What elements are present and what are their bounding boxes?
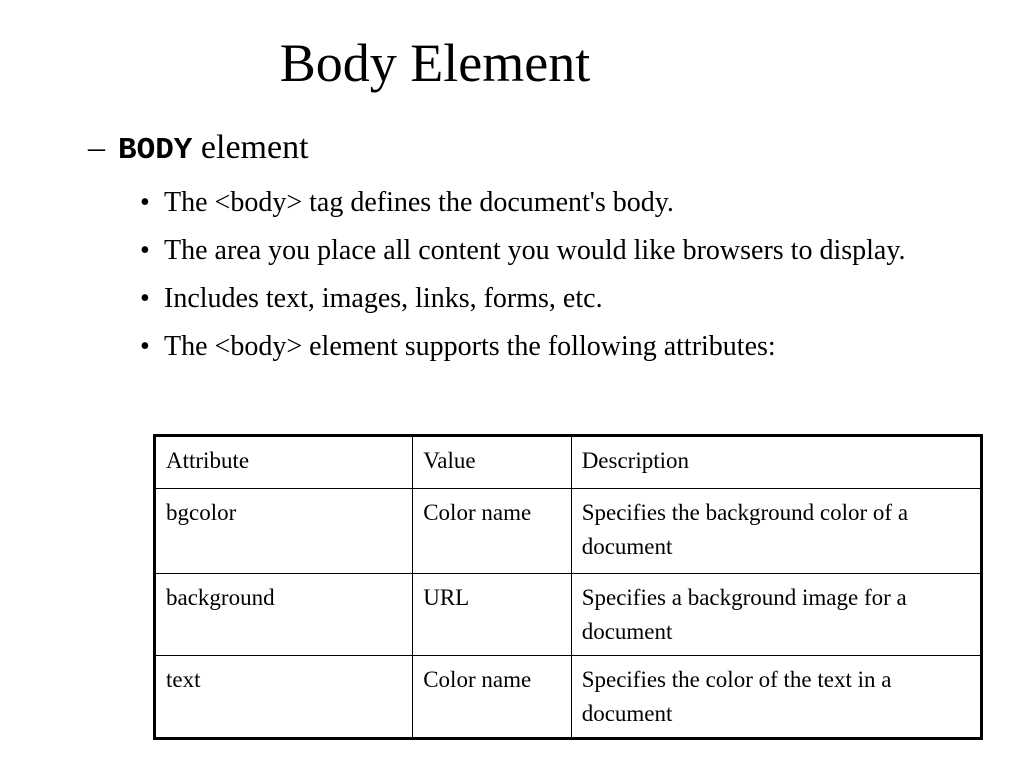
bullet-item bbox=[140, 182, 970, 224]
table-cell: Specifies a background image for a document bbox=[571, 574, 981, 656]
table-row bbox=[155, 489, 982, 574]
bullet-text: The area you place all content you would like browsers to display. bbox=[164, 235, 906, 266]
table-cell: text bbox=[155, 656, 413, 739]
bullet-dot: • bbox=[140, 235, 150, 266]
table-row bbox=[155, 574, 982, 656]
bullet-item bbox=[140, 230, 970, 272]
header-cell: Description bbox=[571, 436, 981, 489]
slide-title: Body Element bbox=[279, 33, 591, 93]
attributes-table bbox=[153, 434, 983, 740]
header-cell: Value bbox=[413, 436, 571, 489]
header-cell: Attribute bbox=[155, 436, 413, 489]
table-header-row bbox=[155, 436, 982, 489]
bullet-item bbox=[140, 278, 970, 320]
bullet-dot: • bbox=[140, 283, 150, 314]
level1-text: element bbox=[192, 129, 309, 166]
bullet-dot: • bbox=[140, 331, 150, 362]
bullet-text: The <body> element supports the following attributes: bbox=[164, 331, 776, 362]
bullet-item bbox=[140, 326, 970, 368]
dash-bullet: – bbox=[88, 129, 105, 166]
body-keyword: BODY bbox=[118, 133, 193, 168]
table-cell: Color name bbox=[413, 656, 571, 739]
table-cell: Specifies the background color of a document bbox=[571, 489, 981, 574]
table-cell: Specifies the color of the text in a document bbox=[571, 656, 981, 739]
level1-item bbox=[88, 128, 309, 171]
bullet-text: The <body> tag defines the document's body. bbox=[164, 187, 674, 218]
table-row bbox=[155, 656, 982, 739]
table-cell: URL bbox=[413, 574, 571, 656]
bullet-text: Includes text, images, links, forms, etc. bbox=[164, 283, 603, 314]
bullet-dot: • bbox=[140, 187, 150, 218]
bullet-list bbox=[140, 182, 970, 374]
table-cell: bgcolor bbox=[155, 489, 413, 574]
table-cell: Color name bbox=[413, 489, 571, 574]
table-cell: background bbox=[155, 574, 413, 656]
